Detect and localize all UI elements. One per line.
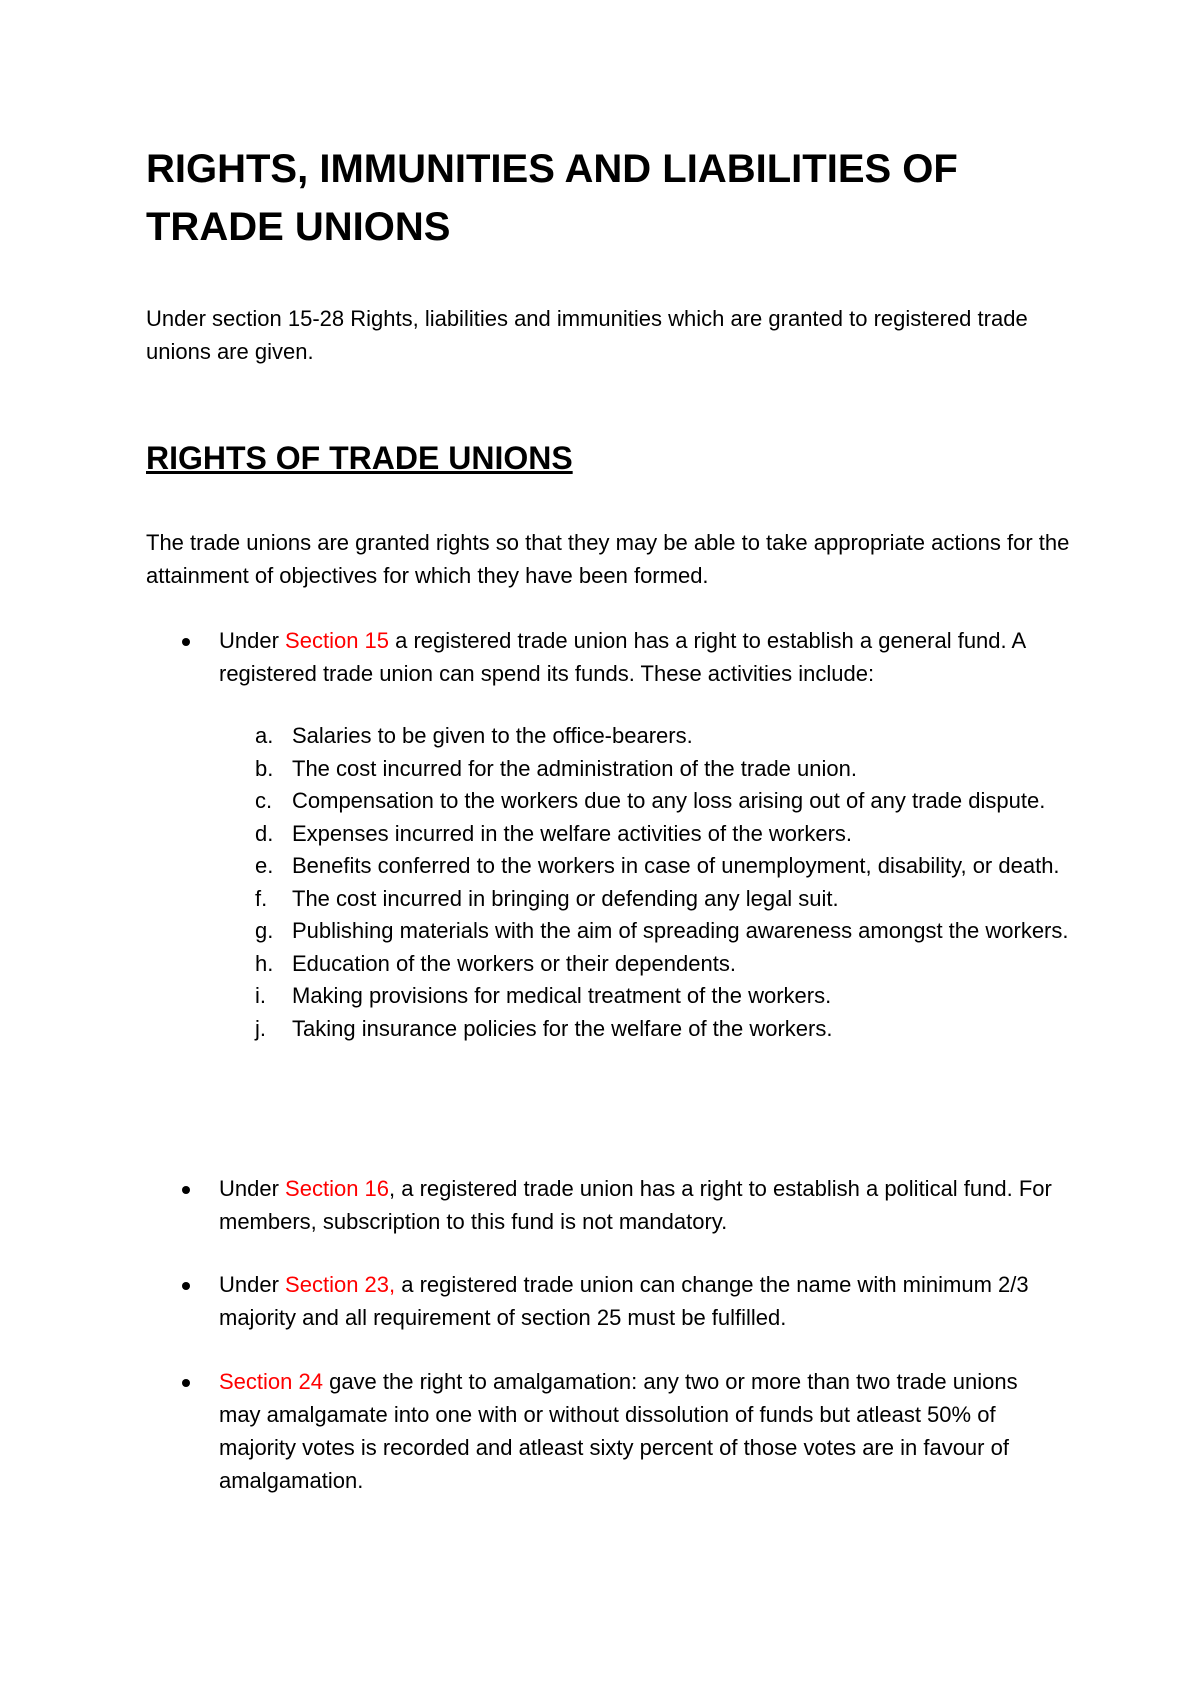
list-item-text: Publishing materials with the aim of spreading awareness amongst the workers. [292, 918, 1069, 943]
bullet-text-pre: Under [219, 628, 286, 653]
rights-intro-paragraph: The trade unions are granted rights so that they may be able to take appropriate actions for the attainment of objectives for which they have been formed. [146, 530, 1070, 588]
list-item [146, 915, 1086, 948]
bullet-item-section-23 [146, 1268, 1086, 1334]
list-item-text: Benefits conferred to the workers in case of unemployment, disability, or death. [292, 853, 1060, 878]
bullet-item-section-24 [146, 1365, 1086, 1497]
list-marker: b. [255, 755, 274, 781]
list-marker: h. [255, 950, 274, 976]
bullet-item-section-15 [146, 624, 1086, 690]
list-item [146, 753, 1086, 786]
list-item-text: Making provisions for medical treatment of the workers. [292, 983, 832, 1008]
list-item [146, 720, 1086, 753]
list-item-text: The cost incurred for the administration of the trade union. [292, 755, 857, 781]
section-heading-rights: RIGHTS OF TRADE UNIONS [146, 440, 573, 476]
section-reference: Section 15 [285, 628, 390, 653]
list-item [146, 818, 1086, 851]
list-item-text: The cost incurred in bringing or defending any legal suit. [292, 885, 839, 911]
list-item-text: Compensation to the workers due to any loss arising out of any trade dispute. [292, 788, 1046, 813]
list-item-text: Salaries to be given to the office-bearers. [292, 723, 693, 748]
bullet-text [219, 1268, 1059, 1334]
bullet-dot [182, 638, 190, 646]
bullet-dot [182, 1282, 190, 1290]
bullet-text-post: a registered trade union can change the name with minimum 2/3 majority and all requirement of section 25 must be fulfilled. [219, 1272, 1029, 1330]
bullet-text [219, 1365, 1059, 1497]
list-item [146, 980, 1086, 1013]
bullet-text [219, 1172, 1059, 1238]
list-marker: f. [255, 885, 268, 911]
list-item-text: Taking insurance policies for the welfare of the workers. [292, 1015, 833, 1041]
bullet-text-post: a registered trade union has a right to establish a general fund. A registered trade union can spend its funds. These activities include: [219, 628, 1025, 686]
section-reference: Section 23, [285, 1272, 396, 1297]
list-item [146, 785, 1086, 818]
document-title: RIGHTS, IMMUNITIES AND LIABILITIES OF TRADE UNIONS [146, 147, 958, 249]
list-marker: i. [255, 983, 266, 1008]
list-marker: d. [255, 820, 274, 846]
list-marker: g. [255, 918, 274, 943]
list-item [146, 948, 1086, 981]
bullet-text-pre: Under [219, 1176, 286, 1201]
bullet-text-post: , a registered trade union has a right to establish a political fund. For members, subscription to this fund is not mandatory. [219, 1176, 1052, 1234]
bullet-dot [182, 1186, 190, 1194]
bullet-text-post: gave the right to amalgamation: any two or more than two trade unions may amalgamate into one with or without dissolution of funds but atleast 50% of majority votes is recorded and atleast sixty percent of those votes are in favour of amalgamation. [219, 1369, 1018, 1493]
list-marker: j. [255, 1015, 266, 1041]
bullet-text-pre: Under [219, 1272, 286, 1297]
list-item [146, 850, 1086, 883]
list-marker: c. [255, 788, 273, 813]
list-marker: e. [255, 853, 274, 878]
bullet-item-section-16 [146, 1172, 1086, 1238]
section-reference: Section 16 [285, 1176, 390, 1201]
list-item-text: Education of the workers or their dependents. [292, 950, 736, 976]
bullet-dot [182, 1379, 190, 1387]
bullet-text [219, 624, 1059, 690]
list-marker: a. [255, 723, 274, 748]
intro-paragraph: Under section 15-28 Rights, liabilities and immunities which are granted to registered trade unions are given. [146, 306, 1028, 364]
list-item-text: Expenses incurred in the welfare activities of the workers. [292, 820, 853, 846]
list-item [146, 1013, 1086, 1046]
section-reference: Section 24 [219, 1369, 323, 1394]
activities-list [146, 720, 1086, 1045]
list-item [146, 883, 1086, 916]
